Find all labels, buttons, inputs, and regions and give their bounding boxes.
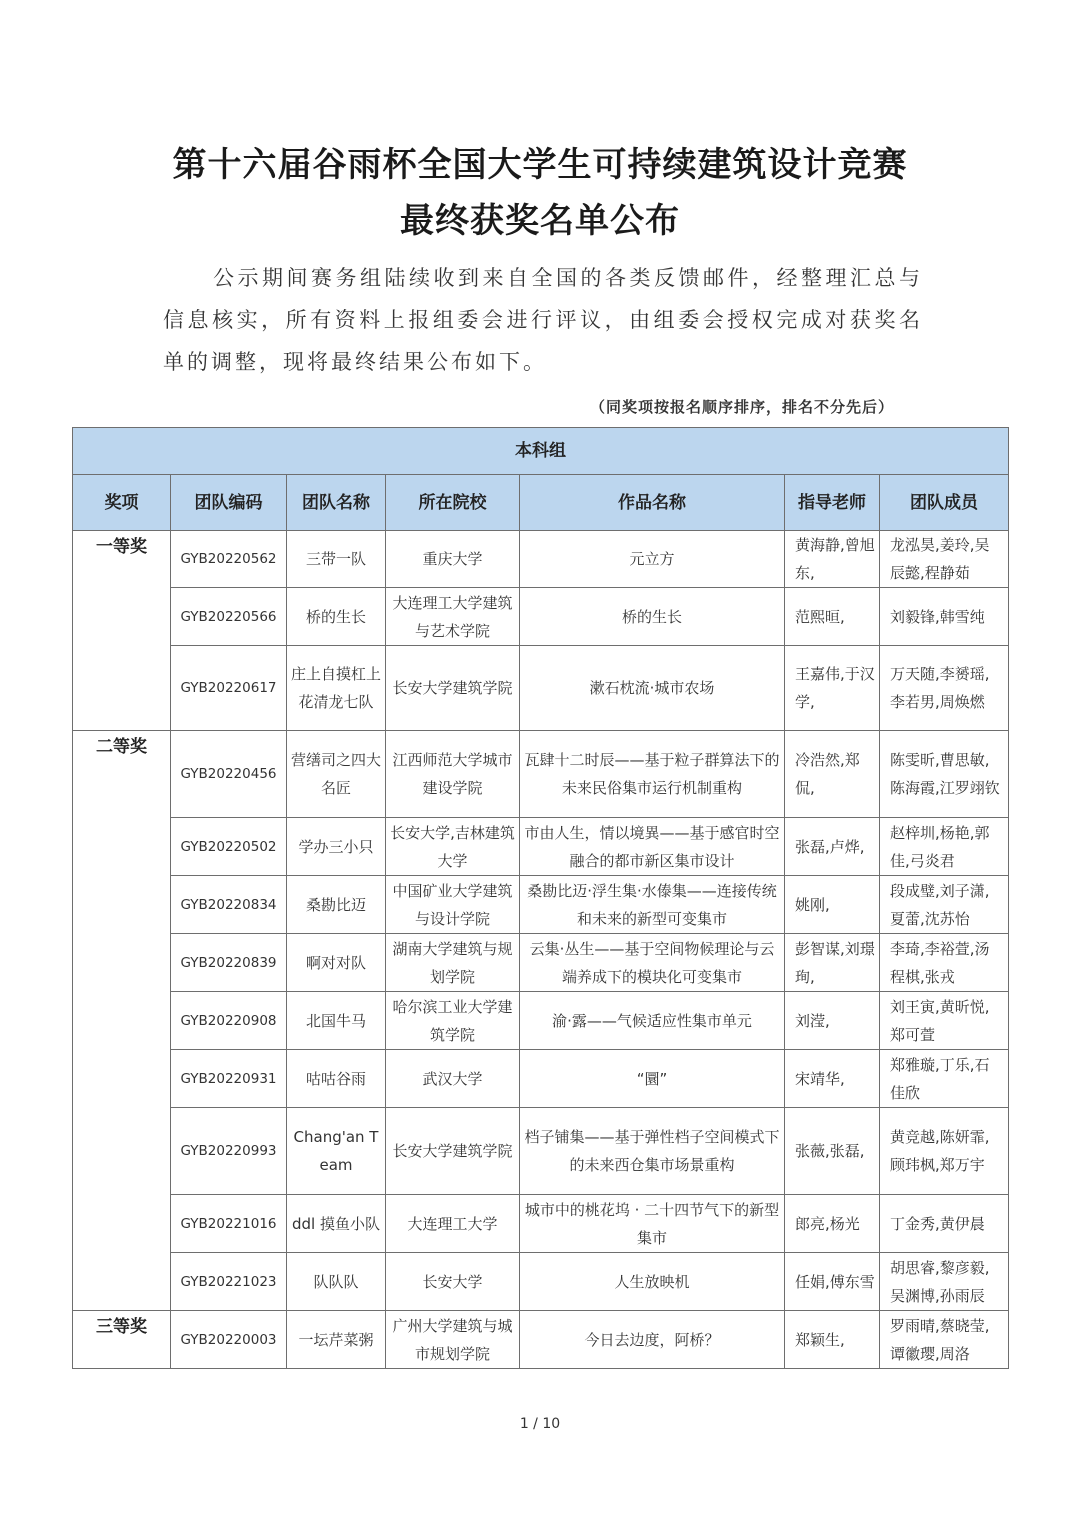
work-cell: 渝·露——气候适应性集市单元	[520, 992, 785, 1050]
col-header-work: 作品名称	[520, 475, 785, 531]
advisor-cell: 王嘉伟,于汉学,	[785, 646, 880, 731]
group-header: 本科组	[73, 428, 1009, 475]
team-code-cell: GYB20220617	[171, 646, 287, 731]
ordering-note: （同奖项按报名顺序排序，排名不分先后）	[589, 398, 894, 416]
advisor-cell: 郎亮,杨光	[785, 1195, 880, 1253]
members-cell: 段成璧,刘子潇,夏蕾,沈苏怡	[880, 876, 1009, 934]
team-name-cell: 三带一队	[287, 531, 386, 588]
page-title-line-2: 最终获奖名单公布	[400, 201, 680, 241]
table-row	[73, 1253, 1009, 1311]
advisor-cell: 范熙晅,	[785, 588, 880, 646]
work-cell: 桑勘比迈·浮生集·水傣集——连接传统和未来的新型可变集市	[520, 876, 785, 934]
members-cell: 黄竞越,陈妍霏,顾玮枫,郑万宇	[880, 1108, 1009, 1195]
school-cell: 广州大学建筑与城市规划学院	[386, 1311, 520, 1369]
school-cell: 重庆大学	[386, 531, 520, 588]
award-table	[72, 427, 1009, 1369]
team-code-cell: GYB20221016	[171, 1195, 287, 1253]
work-cell: 今日去边度，阿桥？	[520, 1311, 785, 1369]
work-cell: 桥的生长	[520, 588, 785, 646]
work-cell: “圜”	[520, 1050, 785, 1108]
school-cell: 湖南大学建筑与规划学院	[386, 934, 520, 992]
table-row	[73, 588, 1009, 646]
school-cell: 中国矿业大学建筑与设计学院	[386, 876, 520, 934]
work-cell: 城市中的桃花坞 · 二十四节气下的新型集市	[520, 1195, 785, 1253]
advisor-cell: 刘滢,	[785, 992, 880, 1050]
team-code-cell: GYB20220839	[171, 934, 287, 992]
team-code-cell: GYB20220003	[171, 1311, 287, 1369]
members-cell: 李琦,李裕萱,汤程棋,张戎	[880, 934, 1009, 992]
advisor-cell: 张薇,张磊,	[785, 1108, 880, 1195]
table-row	[73, 1195, 1009, 1253]
team-name-cell: 队队队	[287, 1253, 386, 1311]
advisor-cell: 宋靖华,	[785, 1050, 880, 1108]
team-code-cell: GYB20220562	[171, 531, 287, 588]
award-cell: 一等奖	[73, 531, 171, 731]
team-code-cell: GYB20220456	[171, 731, 287, 818]
table-row	[73, 876, 1009, 934]
school-cell: 长安大学建筑学院	[386, 646, 520, 731]
table-row	[73, 646, 1009, 731]
team-name-cell: 北国牛马	[287, 992, 386, 1050]
school-cell: 大连理工大学建筑与艺术学院	[386, 588, 520, 646]
table-row	[73, 731, 1009, 818]
award-cell: 三等奖	[73, 1311, 171, 1369]
work-cell: 漱石枕流·城市农场	[520, 646, 785, 731]
advisor-cell: 彭智谋,刘璟珣,	[785, 934, 880, 992]
work-cell: 云集·丛生——基于空间物候理论与云端养成下的模块化可变集市	[520, 934, 785, 992]
team-name-cell: 咕咕谷雨	[287, 1050, 386, 1108]
col-header-award: 奖项	[73, 475, 171, 531]
school-cell: 长安大学建筑学院	[386, 1108, 520, 1195]
team-name-cell: 啊对对队	[287, 934, 386, 992]
members-cell: 胡思睿,黎彦毅,吴渊博,孙雨辰	[880, 1253, 1009, 1311]
col-header-advisor: 指导老师	[785, 475, 880, 531]
team-name-cell: ddl 摸鱼小队	[287, 1195, 386, 1253]
team-name-cell: 一坛芹菜粥	[287, 1311, 386, 1369]
page-title-line-1: 第十六届谷雨杯全国大学生可持续建筑设计竞赛	[172, 145, 908, 185]
school-cell: 哈尔滨工业大学建筑学院	[386, 992, 520, 1050]
col-header-team-code: 团队编码	[171, 475, 287, 531]
intro-paragraph: 公示期间赛务组陆续收到来自全国的各类反馈邮件，经整理汇总与信息核实，所有资料上报组委会进行评议，由组委会授权完成对获奖名单的调整，现将最终结果公布如下。	[163, 266, 923, 374]
table-row	[73, 531, 1009, 588]
team-code-cell: GYB20220908	[171, 992, 287, 1050]
members-cell: 刘毅锋,韩雪纯	[880, 588, 1009, 646]
award-cell: 二等奖	[73, 731, 171, 1311]
team-name-cell: 桑勘比迈	[287, 876, 386, 934]
work-cell: 档子铺集——基于弹性档子空间模式下的未来西仓集市场景重构	[520, 1108, 785, 1195]
work-cell: 市由人生，情以境異——基于感官时空融合的都市新区集市设计	[520, 818, 785, 876]
work-cell: 人生放映机	[520, 1253, 785, 1311]
members-cell: 郑雅璇,丁乐,石佳欣	[880, 1050, 1009, 1108]
members-cell: 龙泓昊,姜玲,吴辰懿,程静茹	[880, 531, 1009, 588]
table-row	[73, 934, 1009, 992]
school-cell: 长安大学	[386, 1253, 520, 1311]
team-code-cell: GYB20221023	[171, 1253, 287, 1311]
advisor-cell: 黄海静,曾旭东,	[785, 531, 880, 588]
advisor-cell: 郑颖生,	[785, 1311, 880, 1369]
team-name-cell: 庄上自摸杠上花清龙七队	[287, 646, 386, 731]
table-row	[73, 818, 1009, 876]
col-header-members: 团队成员	[880, 475, 1009, 531]
members-cell: 赵梓圳,杨艳,郭佳,弓炎君	[880, 818, 1009, 876]
advisor-cell: 冷浩然,郑侃,	[785, 731, 880, 818]
table-row	[73, 1311, 1009, 1369]
team-code-cell: GYB20220993	[171, 1108, 287, 1195]
team-code-cell: GYB20220931	[171, 1050, 287, 1108]
school-cell: 大连理工大学	[386, 1195, 520, 1253]
members-cell: 丁金秀,黄伊晨	[880, 1195, 1009, 1253]
team-code-cell: GYB20220566	[171, 588, 287, 646]
advisor-cell: 张磊,卢烨,	[785, 818, 880, 876]
team-name-cell: Chang'an Team	[287, 1108, 386, 1195]
school-cell: 长安大学,吉林建筑大学	[386, 818, 520, 876]
advisor-cell: 姚刚,	[785, 876, 880, 934]
members-cell: 陈雯昕,曹思敏,陈海霞,江罗翊钦	[880, 731, 1009, 818]
team-name-cell: 桥的生长	[287, 588, 386, 646]
team-name-cell: 学办三小只	[287, 818, 386, 876]
team-code-cell: GYB20220834	[171, 876, 287, 934]
table-row	[73, 992, 1009, 1050]
members-cell: 刘王寅,黄昕悦,郑可萱	[880, 992, 1009, 1050]
page-number: 1 / 10	[519, 1416, 561, 1432]
team-name-cell: 营缮司之四大名匠	[287, 731, 386, 818]
work-cell: 元立方	[520, 531, 785, 588]
team-code-cell: GYB20220502	[171, 818, 287, 876]
table-row	[73, 1050, 1009, 1108]
members-cell: 万天随,李赟瑶,李若男,周焕燃	[880, 646, 1009, 731]
school-cell: 江西师范大学城市建设学院	[386, 731, 520, 818]
advisor-cell: 任娟,傅东雪	[785, 1253, 880, 1311]
col-header-school: 所在院校	[386, 475, 520, 531]
members-cell: 罗雨晴,蔡晓莹,谭徽璎,周洛	[880, 1311, 1009, 1369]
work-cell: 瓦肆十二时辰——基于粒子群算法下的未来民俗集市运行机制重构	[520, 731, 785, 818]
school-cell: 武汉大学	[386, 1050, 520, 1108]
col-header-team-name: 团队名称	[287, 475, 386, 531]
table-row	[73, 1108, 1009, 1195]
